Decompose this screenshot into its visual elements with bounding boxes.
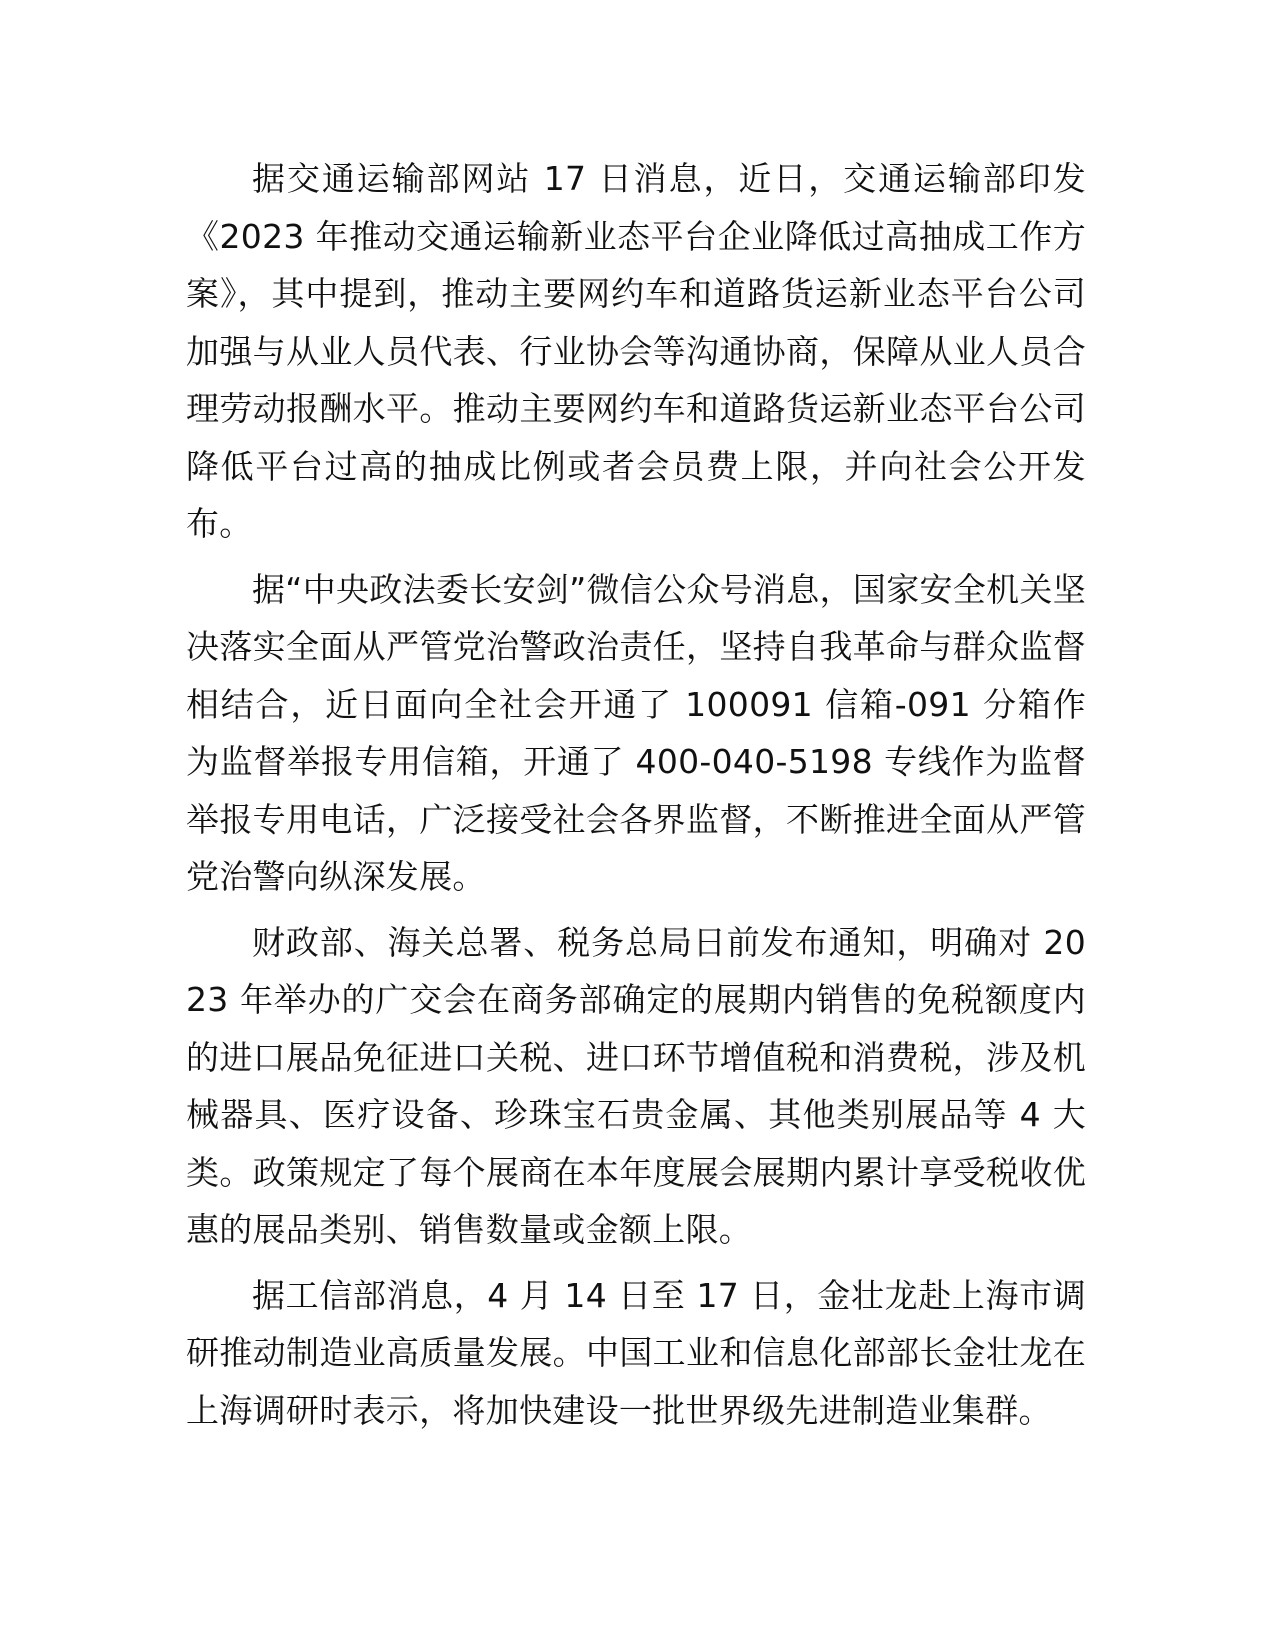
paragraph-miit-shanghai: 据工信部消息，4 月 14 日至 17 日，金壮龙赴上海市调研推动制造业高质量发展。中国工业和信息化部部长金壮龙在上海调研时表示，将加快建设一批世界级先进制造业集群。 <box>186 1275 1086 1430</box>
paragraph-transport-platform: 据交通运输部网站 17 日消息，近日，交通运输部印发《2023 年推动交通运输新业态平台企业降低过高抽成工作方案》，其中提到，推动主要网约车和道路货运新业态平台公司加强与从业人员代表、行业协会等沟通协商，保障从业人员合理劳动报酬水平。推动主要网约车和道路货运新业态平台公司降低平台过高的抽成比例或者会员费上限，并向社会公开发布。 <box>186 159 1086 543</box>
document-body <box>186 150 1086 1447</box>
paragraph-security-supervision: 据“中央政法委长安剑”微信公众号消息，国家安全机关坚决落实全面从严管党治警政治责任，坚持自我革命与群众监督相结合，近日面向全社会开通了 100091 信箱-091 分箱作为监督举报专用信箱，开通了 400-040-5198 专线作为监督举报专用电话，广泛接受社会各界监督，不断推进全面从严管党治警向纵深发展。 <box>186 569 1086 896</box>
paragraph-canton-fair-tax: 财政部、海关总署、税务总局日前发布通知，明确对 2023 年举办的广交会在商务部确定的展期内销售的免税额度内的进口展品免征进口关税、进口环节增值税和消费税，涉及机械器具、医疗设备、珍珠宝石贵金属、其他类别展品等 4 大类。政策规定了每个展商在本年度展会展期内累计享受税收优惠的展品类别、销售数量或金额上限。 <box>186 922 1086 1249</box>
